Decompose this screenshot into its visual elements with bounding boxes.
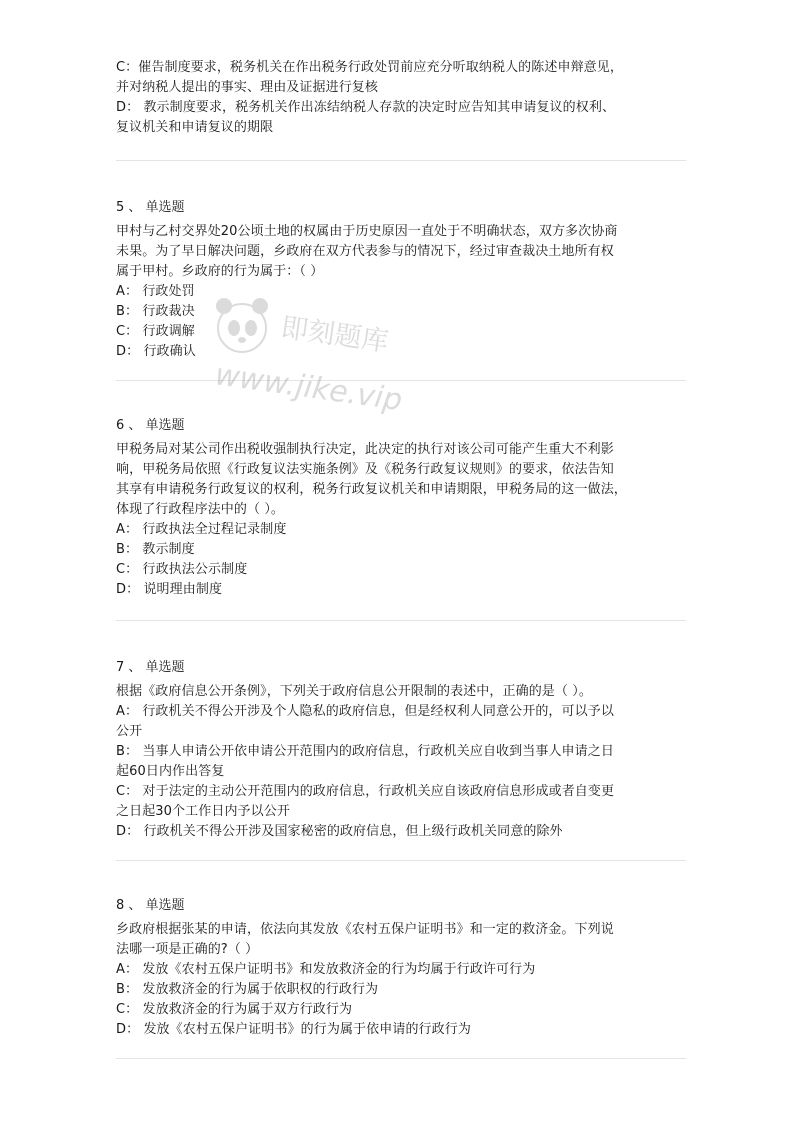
divider xyxy=(116,620,686,621)
option-c-cont: 并对纳税人提出的事实、理由及证据进行复核 xyxy=(116,80,379,95)
option-a: A： 发放《农村五保户证明书》和发放救济金的行为均属于行政许可行为 xyxy=(116,962,536,977)
question-stem: 根据《政府信息公开条例》，下列关于政府信息公开限制的表述中，正确的是（ ）。 xyxy=(116,684,592,699)
option-d: D： 行政机关不得公开涉及国家秘密的政府信息，但上级行政机关同意的除外 xyxy=(116,824,563,839)
option-b: B： 当事人申请公开依申请公开范围内的政府信息，行政机关应自收到当事人申请之日 xyxy=(116,744,614,759)
question-header: 7 、 单选题 xyxy=(116,660,185,675)
question-stem: 属于甲村。乡政府的行为属于：（ ） xyxy=(116,264,324,279)
question-6 xyxy=(116,416,686,600)
option-c: C： 对于法定的主动公开范围内的政府信息，行政机关应自该政府信息形成或者自变更 xyxy=(116,784,615,799)
question-stem: 法哪一项是正确的?（ ） xyxy=(116,942,259,957)
option-a: A： 行政机关不得公开涉及个人隐私的政府信息，但是经权利人同意公开的，可以予以 xyxy=(116,704,614,719)
option-b: B： 发放救济金的行为属于依职权的行政行为 xyxy=(116,982,379,997)
question-header: 8 、 单选题 xyxy=(116,898,185,913)
question-header: 5 、 单选题 xyxy=(116,200,185,215)
divider xyxy=(116,380,686,381)
question-5 xyxy=(116,198,686,362)
question-stem: 响，甲税务局依照《行政复议法实施条例》及《税务行政复议规则》的要求，依法告知 xyxy=(116,462,614,477)
option-d: D： 教示制度要求，税务机关作出冻结纳税人存款的决定时应告知其申请复议的权利、 xyxy=(116,100,616,115)
option-a-cont: 公开 xyxy=(116,724,143,739)
option-b-cont: 起60日内作出答复 xyxy=(116,764,225,779)
option-c-cont: 之日起30个工作日内予以公开 xyxy=(116,804,290,819)
option-d-cont: 复议机关和申请复议的期限 xyxy=(116,120,274,135)
divider xyxy=(116,1058,686,1059)
option-d: D： 行政确认 xyxy=(116,344,196,359)
option-c: C：催告制度要求，税务机关在作出税务行政处罚前应充分听取纳税人的陈述申辩意见， xyxy=(116,60,623,75)
watermark-brand: 即刻题库 xyxy=(279,312,391,358)
option-c: C： 发放救济金的行为属于双方行政行为 xyxy=(116,1002,353,1017)
question-stem: 乡政府根据张某的申请，依法向其发放《农村五保户证明书》和一定的救济金。下列说 xyxy=(116,922,614,937)
option-b: B： 教示制度 xyxy=(116,542,195,557)
question-8 xyxy=(116,896,686,1040)
divider xyxy=(116,160,686,161)
option-a: A： 行政执法全过程记录制度 xyxy=(116,522,287,537)
question-stem: 其享有申请税务行政复议的权利，税务行政复议机关和申请期限，甲税务局的这一做法， xyxy=(116,482,627,497)
question-7 xyxy=(116,658,686,842)
question-stem: 甲村与乙村交界处20公顷土地的权属由于历史原因一直处于不明确状态，双方多次协商 xyxy=(116,224,618,239)
question-stem: 体现了行政程序法中的（ ）。 xyxy=(116,502,285,517)
question-header: 6 、 单选题 xyxy=(116,418,185,433)
option-c: C： 行政调解 xyxy=(116,324,195,339)
divider xyxy=(116,860,686,861)
option-b: B： 行政裁决 xyxy=(116,304,195,319)
previous-question-fragment xyxy=(116,58,686,138)
option-c: C： 行政执法公示制度 xyxy=(116,562,248,577)
watermark-url: www.jike.vip xyxy=(212,357,405,419)
option-d: D： 发放《农村五保户证明书》的行为属于依申请的行政行为 xyxy=(116,1022,471,1037)
option-d: D： 说明理由制度 xyxy=(116,582,223,597)
question-stem: 甲税务局对某公司作出税收强制执行决定，此决定的执行对该公司可能产生重大不利影 xyxy=(116,442,614,457)
option-a: A： 行政处罚 xyxy=(116,284,195,299)
question-stem: 未果。为了早日解决问题，乡政府在双方代表参与的情况下，经过审查裁决土地所有权 xyxy=(116,244,614,259)
